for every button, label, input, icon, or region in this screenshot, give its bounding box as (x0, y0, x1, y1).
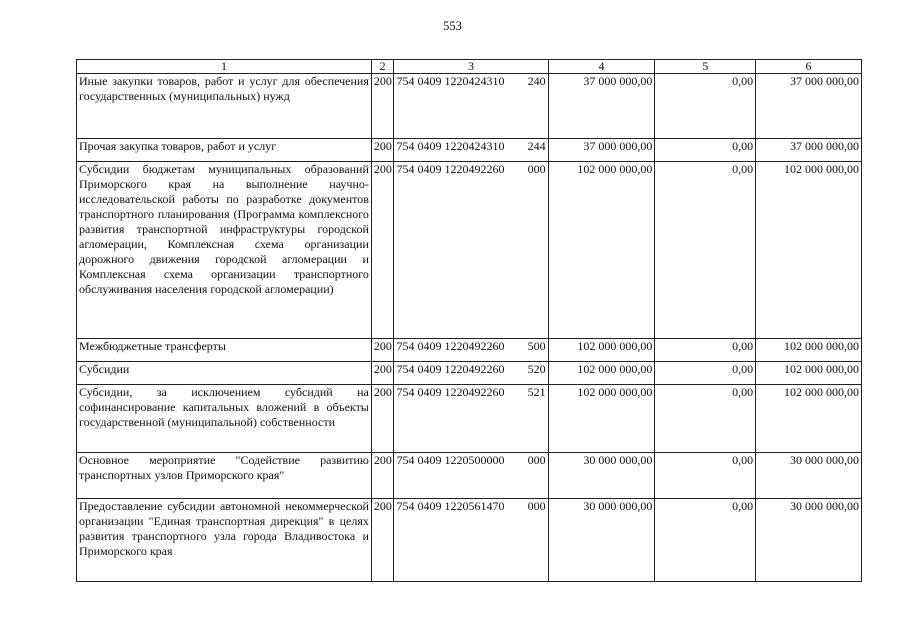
row-col6-value: 102 000 000,00 (756, 385, 862, 453)
row-expense-type: 000 (527, 162, 546, 176)
row-admin-code: 200 (371, 74, 394, 139)
row-code: 754 0409 1220492260 (396, 362, 505, 376)
row-code: 754 0409 1220561470 (396, 499, 505, 513)
table-row (77, 499, 862, 582)
row-code: 754 0409 1220424310 (396, 74, 505, 88)
row-col6-value: 30 000 000,00 (756, 499, 862, 582)
row-expense-type: 520 (527, 362, 546, 376)
row-code: 754 0409 1220500000 (396, 453, 505, 467)
row-admin-code: 200 (371, 499, 394, 582)
row-expense-type: 240 (527, 74, 546, 88)
row-col4-value: 102 000 000,00 (548, 339, 655, 362)
table-row (77, 453, 862, 499)
row-name: Межбюджетные трансферты (77, 339, 372, 362)
row-col6-value: 102 000 000,00 (756, 339, 862, 362)
row-classification-code (394, 162, 548, 339)
table-row (77, 74, 862, 139)
row-expense-type: 500 (527, 339, 546, 353)
row-col5-value: 0,00 (655, 453, 756, 499)
page-number: 553 (443, 19, 462, 33)
row-col6-value: 37 000 000,00 (756, 139, 862, 162)
row-col4-value: 30 000 000,00 (548, 453, 655, 499)
row-col5-value: 0,00 (655, 162, 756, 339)
row-code: 754 0409 1220424310 (396, 139, 505, 153)
column-header: 1 (77, 60, 372, 74)
row-classification-code (394, 74, 548, 139)
row-expense-type: 244 (527, 139, 546, 153)
row-col4-value: 37 000 000,00 (548, 74, 655, 139)
row-col4-value: 30 000 000,00 (548, 499, 655, 582)
row-col6-value: 30 000 000,00 (756, 453, 862, 499)
row-name: Основное мероприятие "Содействие развитию транспортных узлов Приморского края" (77, 453, 372, 499)
row-col5-value: 0,00 (655, 385, 756, 453)
row-classification-code (394, 385, 548, 453)
row-name: Субсидии, за исключением субсидий на софинансирование капитальных вложений в объекты государственной (муниципальной) собственности (77, 385, 372, 453)
table-row (77, 162, 862, 339)
budget-table (76, 59, 862, 582)
row-col5-value: 0,00 (655, 362, 756, 385)
table-row (77, 385, 862, 453)
row-classification-code (394, 453, 548, 499)
header-row (77, 60, 862, 74)
row-admin-code: 200 (371, 162, 394, 339)
row-classification-code (394, 139, 548, 162)
row-expense-type: 521 (527, 385, 546, 399)
column-header: 3 (394, 60, 548, 74)
row-expense-type: 000 (527, 499, 546, 513)
row-code: 754 0409 1220492260 (396, 162, 505, 176)
row-col5-value: 0,00 (655, 139, 756, 162)
row-name: Иные закупки товаров, работ и услуг для обеспечения государственных (муниципальных) нужд (77, 74, 372, 139)
row-name: Прочая закупка товаров, работ и услуг (77, 139, 372, 162)
row-name: Субсидии (77, 362, 372, 385)
column-header: 4 (548, 60, 655, 74)
row-classification-code (394, 362, 548, 385)
table-row (77, 362, 862, 385)
row-admin-code: 200 (371, 453, 394, 499)
row-col4-value: 102 000 000,00 (548, 385, 655, 453)
row-name: Предоставление субсидии автономной некоммерческой организации "Единая транспортная дирекция" в целях развития транспортного узла города Владивостока и Приморского края (77, 499, 372, 582)
row-classification-code (394, 499, 548, 582)
row-expense-type: 000 (527, 453, 546, 467)
column-header: 6 (756, 60, 862, 74)
row-col6-value: 102 000 000,00 (756, 162, 862, 339)
row-col6-value: 37 000 000,00 (756, 74, 862, 139)
row-col4-value: 37 000 000,00 (548, 139, 655, 162)
row-col4-value: 102 000 000,00 (548, 162, 655, 339)
row-col6-value: 102 000 000,00 (756, 362, 862, 385)
row-admin-code: 200 (371, 385, 394, 453)
row-classification-code (394, 339, 548, 362)
row-admin-code: 200 (371, 362, 394, 385)
table-row (77, 139, 862, 162)
row-col4-value: 102 000 000,00 (548, 362, 655, 385)
row-col5-value: 0,00 (655, 499, 756, 582)
row-col5-value: 0,00 (655, 74, 756, 139)
row-admin-code: 200 (371, 139, 394, 162)
column-header: 2 (371, 60, 394, 74)
column-header: 5 (655, 60, 756, 74)
table-row (77, 339, 862, 362)
row-name: Субсидии бюджетам муниципальных образований Приморского края на выполнение научно-исследовательской работы по разработке документов транспортного планирования (Программа комплексного развития транспортной инфраструктуры городской агломерации, Комплексная схема организации дорожного движения городской агломерации и Комплексная схема организации транспортного обслуживания населения городской агломерации) (77, 162, 372, 339)
row-col5-value: 0,00 (655, 339, 756, 362)
row-code: 754 0409 1220492260 (396, 339, 505, 353)
row-admin-code: 200 (371, 339, 394, 362)
row-code: 754 0409 1220492260 (396, 385, 505, 399)
